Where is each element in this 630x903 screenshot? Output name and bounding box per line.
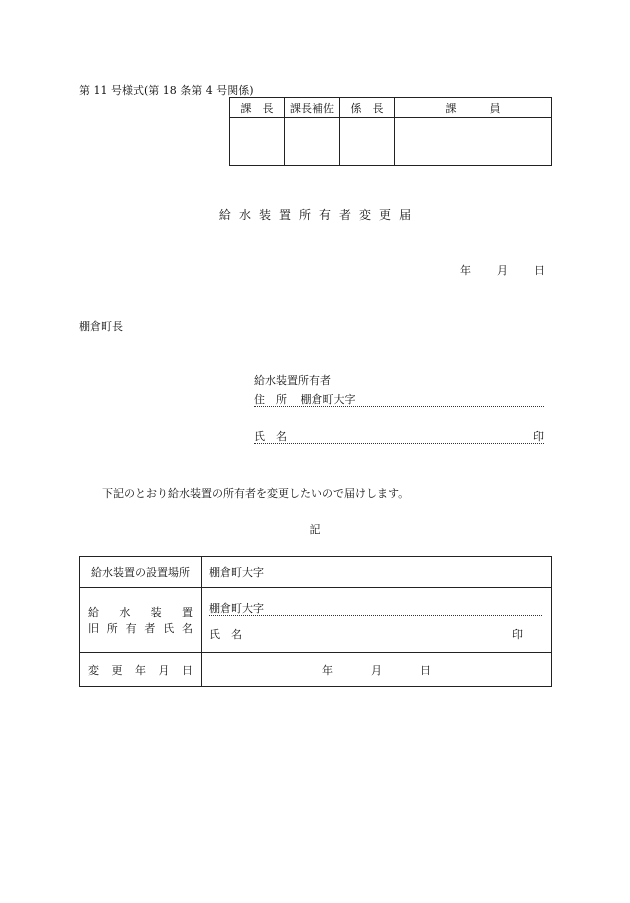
title-char: 水: [238, 208, 251, 222]
title-char: 有: [319, 208, 332, 222]
seal-mark: 印: [533, 430, 544, 443]
address-label: 住 所: [254, 393, 287, 406]
approval-stamp-box[interactable]: [285, 118, 340, 166]
previous-owner-label-line1: 給 水 装 置: [88, 606, 193, 619]
approval-stamp-table: [229, 97, 552, 166]
ki-mark: 記: [309, 523, 321, 536]
applicant-name-field[interactable]: [254, 428, 544, 444]
addressee: 棚倉町長: [79, 320, 123, 333]
approval-header-section-chief: 課 長: [230, 98, 285, 118]
previous-owner-name-field[interactable]: [209, 626, 523, 642]
details-table: [79, 556, 552, 687]
previous-owner-name-label: 氏 名: [209, 628, 242, 641]
title-char: 装: [258, 208, 271, 222]
previous-owner-label: [80, 588, 202, 653]
applicant-address-field[interactable]: [254, 391, 544, 407]
location-value[interactable]: 棚倉町大字: [202, 557, 552, 588]
title-char: 所: [298, 208, 311, 222]
approval-stamp-box[interactable]: [395, 118, 552, 166]
previous-owner-label-line2: 旧所有者氏名: [88, 622, 193, 635]
title-char: 変: [359, 208, 372, 222]
previous-owner-address[interactable]: 棚倉町大字: [209, 600, 542, 616]
change-date-value[interactable]: [202, 653, 552, 687]
approval-stamp-box[interactable]: [230, 118, 285, 166]
approval-header-deputy-chief: 課長補佐: [285, 98, 340, 118]
title-char: 更: [379, 208, 392, 222]
submission-date: [460, 262, 545, 278]
approval-header-unit-chief: 係 長: [340, 98, 395, 118]
document-title: [0, 206, 630, 223]
address-value: 棚倉町大字: [300, 393, 356, 406]
change-day-label: 日: [420, 663, 431, 677]
approval-header-staff: 課 員: [395, 98, 552, 118]
statement-text: 下記のとおり給水装置の所有者を変更したいので届けします。: [102, 487, 410, 500]
previous-owner-seal: 印: [512, 628, 523, 641]
approval-stamp-box[interactable]: [340, 118, 395, 166]
title-char: 給: [218, 208, 231, 222]
applicant-heading: 給水装置所有者: [254, 374, 331, 387]
year-label: 年: [460, 264, 471, 277]
change-month-label: 月: [371, 663, 382, 677]
location-label: 給水装置の設置場所: [80, 557, 202, 588]
previous-owner-cell[interactable]: [202, 588, 552, 653]
title-char: 置: [278, 208, 291, 222]
title-char: 者: [339, 208, 352, 222]
name-label: 氏 名: [254, 430, 287, 443]
change-year-label: 年: [322, 663, 333, 677]
title-char: 届: [399, 208, 412, 222]
change-date-label: 変 更 年 月 日: [80, 653, 202, 687]
day-label: 日: [534, 264, 545, 277]
month-label: 月: [497, 264, 508, 277]
form-number: 第 11 号様式(第 18 条第 4 号関係): [79, 84, 254, 97]
